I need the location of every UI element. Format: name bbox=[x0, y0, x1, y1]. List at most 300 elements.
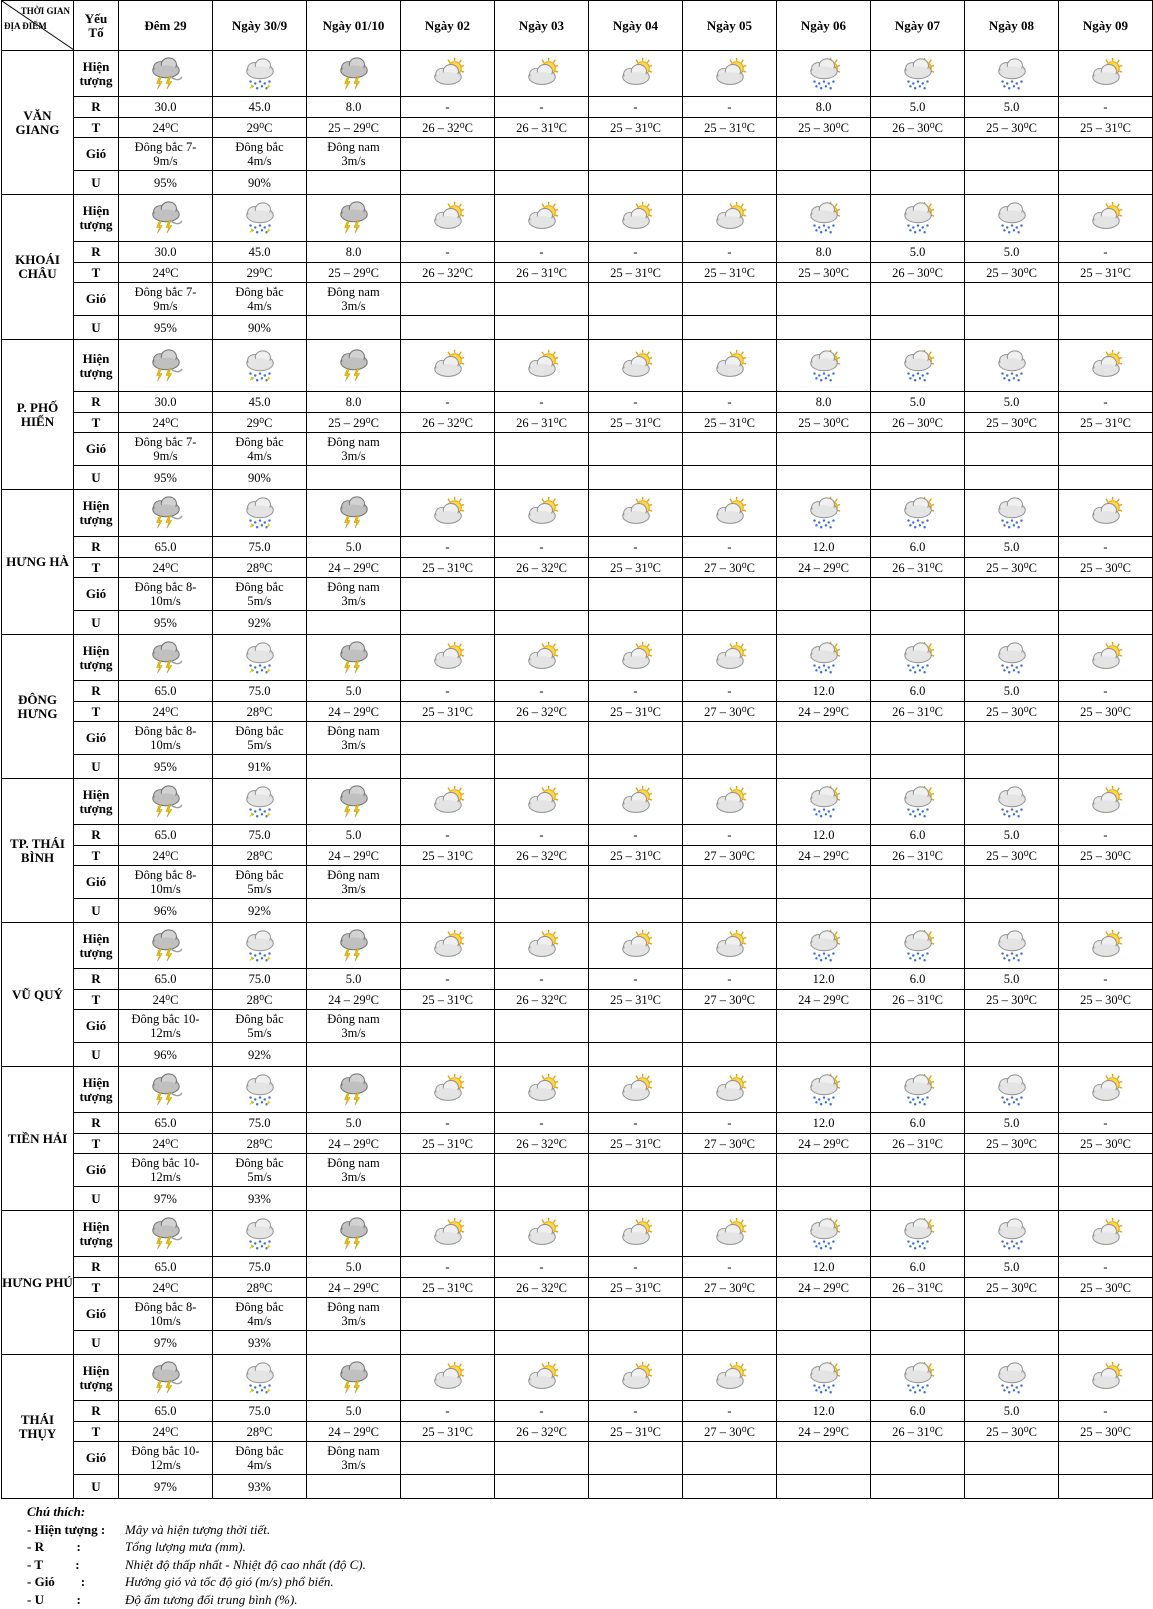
humidity-cell bbox=[965, 899, 1059, 923]
weather-icon-cell bbox=[401, 923, 495, 969]
sun-cloud-icon bbox=[1086, 56, 1126, 92]
humidity-cell bbox=[307, 1475, 401, 1499]
wind-cell bbox=[495, 1010, 589, 1043]
temp-cell: 28⁰C bbox=[213, 1134, 307, 1154]
legend-key: - Gió : bbox=[27, 1574, 86, 1590]
weather-icon-cell bbox=[495, 923, 589, 969]
temp-cell: 28⁰C bbox=[213, 1278, 307, 1298]
wind-cell: Đông bắc 7-9m/s bbox=[119, 283, 213, 316]
sun-rain-icon bbox=[804, 1360, 844, 1396]
wind-cell: Đông nam 3m/s bbox=[307, 1298, 401, 1331]
wind-cell bbox=[965, 866, 1059, 899]
wind-cell bbox=[683, 1154, 777, 1187]
legend bbox=[1, 1499, 1152, 1609]
humidity-cell bbox=[495, 171, 589, 195]
weather-icon-cell bbox=[401, 490, 495, 537]
wind-cell bbox=[1059, 866, 1153, 899]
humidity-cell bbox=[307, 1187, 401, 1211]
sun-cloud-icon bbox=[522, 200, 562, 236]
temp-cell: 25 – 31⁰C bbox=[1059, 118, 1153, 138]
weather-icon-cell bbox=[213, 635, 307, 681]
element-label-wind: Gió bbox=[74, 1442, 119, 1475]
element-label-temp: T bbox=[74, 1422, 119, 1442]
location-temp-row bbox=[2, 1134, 1153, 1154]
temp-cell: 25 – 31⁰C bbox=[1059, 263, 1153, 283]
temp-cell: 26 – 31⁰C bbox=[871, 1278, 965, 1298]
cloud-thunder-icon bbox=[334, 640, 374, 676]
temp-cell: 24 – 29⁰C bbox=[307, 702, 401, 722]
humidity-cell bbox=[683, 899, 777, 923]
location-phenomenon-row bbox=[2, 635, 1153, 681]
weather-icon-cell bbox=[871, 1355, 965, 1401]
corner-header-cell bbox=[2, 1, 74, 51]
rain-cell: - bbox=[495, 681, 589, 702]
humidity-cell bbox=[965, 466, 1059, 490]
location-humidity-row bbox=[2, 755, 1153, 779]
temp-cell: 25 – 31⁰C bbox=[589, 1278, 683, 1298]
location-rain-row bbox=[2, 1257, 1153, 1278]
rain-cell: 65.0 bbox=[119, 969, 213, 990]
wind-cell bbox=[401, 283, 495, 316]
cloud-rain-icon bbox=[992, 1216, 1032, 1252]
wind-cell bbox=[871, 1154, 965, 1187]
wind-cell: Đông nam 3m/s bbox=[307, 283, 401, 316]
weather-icon-cell bbox=[401, 1067, 495, 1113]
sun-rain-icon bbox=[898, 495, 938, 531]
rain-cell: 5.0 bbox=[965, 681, 1059, 702]
rain-cell: - bbox=[401, 537, 495, 558]
wind-cell bbox=[871, 283, 965, 316]
temp-cell: 25 – 30⁰C bbox=[965, 263, 1059, 283]
rain-cell: - bbox=[495, 825, 589, 846]
humidity-cell bbox=[777, 466, 871, 490]
day-header: Ngày 30/9 bbox=[213, 1, 307, 51]
rain-thunder-icon bbox=[240, 348, 280, 384]
rain-cell: - bbox=[589, 825, 683, 846]
location-name: ĐÔNG HƯNG bbox=[2, 635, 74, 779]
temp-cell: 25 – 31⁰C bbox=[401, 846, 495, 866]
weather-icon-cell bbox=[213, 779, 307, 825]
temp-cell: 24⁰C bbox=[119, 263, 213, 283]
sun-cloud-icon bbox=[428, 348, 468, 384]
rain-cell: 5.0 bbox=[965, 242, 1059, 263]
humidity-cell bbox=[777, 316, 871, 340]
rain-cell: - bbox=[401, 1401, 495, 1422]
day-header: Ngày 04 bbox=[589, 1, 683, 51]
temp-cell: 25 – 30⁰C bbox=[1059, 1422, 1153, 1442]
sun-cloud-icon bbox=[428, 784, 468, 820]
sun-rain-icon bbox=[898, 1072, 938, 1108]
temp-cell: 25 – 29⁰C bbox=[307, 118, 401, 138]
rain-cell: - bbox=[495, 242, 589, 263]
cloud-rain-icon bbox=[992, 640, 1032, 676]
forecast-body bbox=[2, 51, 1153, 1499]
location-rain-row bbox=[2, 969, 1153, 990]
rain-cell: 5.0 bbox=[965, 1257, 1059, 1278]
humidity-cell bbox=[871, 755, 965, 779]
location-wind-row bbox=[2, 866, 1153, 899]
location-temp-row bbox=[2, 1422, 1153, 1442]
cloud-thunder-icon bbox=[334, 56, 374, 92]
humidity-cell bbox=[495, 1187, 589, 1211]
humidity-cell bbox=[777, 1187, 871, 1211]
rain-cell: - bbox=[495, 537, 589, 558]
rain-cell: 8.0 bbox=[307, 97, 401, 118]
cloud-thunder-icon bbox=[334, 200, 374, 236]
wind-cell: Đông bắc 4m/s bbox=[213, 138, 307, 171]
humidity-cell bbox=[401, 171, 495, 195]
weather-icon-cell bbox=[307, 635, 401, 681]
temp-cell: 24⁰C bbox=[119, 846, 213, 866]
temp-cell: 28⁰C bbox=[213, 1422, 307, 1442]
rain-cell: - bbox=[589, 681, 683, 702]
temp-cell: 25 – 31⁰C bbox=[683, 118, 777, 138]
location-rain-row bbox=[2, 681, 1153, 702]
rain-cell: 5.0 bbox=[307, 1113, 401, 1134]
temp-cell: 25 – 31⁰C bbox=[589, 1134, 683, 1154]
humidity-cell bbox=[307, 899, 401, 923]
element-label-rain: R bbox=[74, 392, 119, 413]
wind-cell bbox=[401, 1010, 495, 1043]
rain-cell: - bbox=[589, 1257, 683, 1278]
location-temp-row bbox=[2, 1278, 1153, 1298]
rain-cell: 5.0 bbox=[871, 392, 965, 413]
sun-cloud-icon bbox=[1086, 348, 1126, 384]
humidity-cell bbox=[683, 171, 777, 195]
temp-cell: 25 – 31⁰C bbox=[401, 1278, 495, 1298]
sun-cloud-icon bbox=[428, 640, 468, 676]
humidity-cell bbox=[401, 611, 495, 635]
humidity-cell: 95% bbox=[119, 755, 213, 779]
rain-cell: 12.0 bbox=[777, 1113, 871, 1134]
rain-cell: 5.0 bbox=[965, 1113, 1059, 1134]
humidity-cell: 91% bbox=[213, 755, 307, 779]
humidity-cell bbox=[965, 1043, 1059, 1067]
temp-cell: 25 – 30⁰C bbox=[965, 1422, 1059, 1442]
humidity-cell bbox=[683, 1187, 777, 1211]
weather-icon-cell bbox=[307, 779, 401, 825]
location-name: VŨ QUÝ bbox=[2, 923, 74, 1067]
humidity-cell: 97% bbox=[119, 1187, 213, 1211]
wind-cell: Đông bắc 8-10m/s bbox=[119, 866, 213, 899]
humidity-cell bbox=[965, 1331, 1059, 1355]
location-humidity-row bbox=[2, 899, 1153, 923]
location-rain-row bbox=[2, 242, 1153, 263]
weather-icon-cell bbox=[1059, 340, 1153, 392]
rain-thunder-icon bbox=[240, 1360, 280, 1396]
rain-cell: 65.0 bbox=[119, 1113, 213, 1134]
rain-cell: - bbox=[1059, 969, 1153, 990]
wind-cell bbox=[1059, 138, 1153, 171]
humidity-cell: 93% bbox=[213, 1187, 307, 1211]
element-label-humidity: U bbox=[74, 171, 119, 195]
humidity-cell bbox=[495, 466, 589, 490]
rain-cell: 12.0 bbox=[777, 825, 871, 846]
humidity-cell bbox=[307, 611, 401, 635]
wind-cell: Đông bắc 10-12m/s bbox=[119, 1010, 213, 1043]
wind-cell bbox=[683, 138, 777, 171]
humidity-cell: 97% bbox=[119, 1331, 213, 1355]
humidity-cell: 92% bbox=[213, 611, 307, 635]
temp-cell: 24⁰C bbox=[119, 990, 213, 1010]
location-name: THÁI THỤY bbox=[2, 1355, 74, 1499]
humidity-cell bbox=[1059, 316, 1153, 340]
corner-time-label: THỜI GIAN bbox=[20, 6, 70, 16]
humidity-cell bbox=[401, 1043, 495, 1067]
temp-cell: 25 – 30⁰C bbox=[965, 846, 1059, 866]
cloud-thunder-icon bbox=[334, 1072, 374, 1108]
wind-cell bbox=[683, 866, 777, 899]
wind-cell bbox=[1059, 578, 1153, 611]
weather-icon-cell bbox=[401, 195, 495, 242]
location-humidity-row bbox=[2, 316, 1153, 340]
corner-location-label: ĐỊA ĐIỂM bbox=[4, 21, 47, 31]
element-label-rain: R bbox=[74, 681, 119, 702]
wind-cell bbox=[1059, 433, 1153, 466]
thunder-night-icon bbox=[146, 1216, 186, 1252]
temp-cell: 25 – 30⁰C bbox=[965, 1134, 1059, 1154]
sun-cloud-icon bbox=[616, 56, 656, 92]
humidity-cell bbox=[401, 316, 495, 340]
weather-icon-cell bbox=[965, 1355, 1059, 1401]
temp-cell: 26 – 32⁰C bbox=[495, 702, 589, 722]
wind-cell bbox=[495, 283, 589, 316]
rain-thunder-icon bbox=[240, 784, 280, 820]
rain-cell: 5.0 bbox=[307, 1257, 401, 1278]
thunder-night-icon bbox=[146, 200, 186, 236]
wind-cell: Đông bắc 8-10m/s bbox=[119, 578, 213, 611]
location-temp-row bbox=[2, 702, 1153, 722]
element-label-phenomenon: Hiện tượng bbox=[74, 1355, 119, 1401]
humidity-cell bbox=[1059, 1187, 1153, 1211]
wind-cell bbox=[495, 866, 589, 899]
rain-cell: 6.0 bbox=[871, 537, 965, 558]
sun-cloud-icon bbox=[616, 640, 656, 676]
element-label-rain: R bbox=[74, 1257, 119, 1278]
humidity-cell bbox=[589, 755, 683, 779]
rain-cell: 6.0 bbox=[871, 825, 965, 846]
weather-icon-cell bbox=[213, 195, 307, 242]
humidity-cell bbox=[1059, 466, 1153, 490]
element-label-humidity: U bbox=[74, 755, 119, 779]
humidity-cell bbox=[871, 466, 965, 490]
humidity-cell bbox=[1059, 611, 1153, 635]
weather-icon-cell bbox=[119, 923, 213, 969]
humidity-cell bbox=[777, 611, 871, 635]
temp-cell: 24 – 29⁰C bbox=[777, 1278, 871, 1298]
rain-cell: - bbox=[683, 537, 777, 558]
humidity-cell bbox=[401, 1475, 495, 1499]
cloud-thunder-icon bbox=[334, 928, 374, 964]
temp-cell: 24 – 29⁰C bbox=[777, 1422, 871, 1442]
temp-cell: 25 – 30⁰C bbox=[1059, 1278, 1153, 1298]
sun-cloud-icon bbox=[522, 928, 562, 964]
rain-cell: 8.0 bbox=[307, 392, 401, 413]
sun-cloud-icon bbox=[710, 1072, 750, 1108]
sun-cloud-icon bbox=[522, 56, 562, 92]
rain-cell: 30.0 bbox=[119, 97, 213, 118]
rain-cell: 5.0 bbox=[965, 1401, 1059, 1422]
wind-cell bbox=[589, 1010, 683, 1043]
location-name: TIỀN HẢI bbox=[2, 1067, 74, 1211]
wind-cell bbox=[1059, 1154, 1153, 1187]
location-name: TP. THÁI BÌNH bbox=[2, 779, 74, 923]
weather-icon-cell bbox=[965, 51, 1059, 97]
sun-cloud-icon bbox=[616, 928, 656, 964]
day-header: Ngày 07 bbox=[871, 1, 965, 51]
wind-cell: Đông bắc 7-9m/s bbox=[119, 433, 213, 466]
location-humidity-row bbox=[2, 1475, 1153, 1499]
temp-cell: 25 – 30⁰C bbox=[777, 118, 871, 138]
wind-cell bbox=[1059, 1442, 1153, 1475]
temp-cell: 25 – 30⁰C bbox=[965, 990, 1059, 1010]
sun-cloud-icon bbox=[428, 928, 468, 964]
wind-cell bbox=[871, 1442, 965, 1475]
location-phenomenon-row bbox=[2, 1067, 1153, 1113]
element-label-humidity: U bbox=[74, 1043, 119, 1067]
temp-cell: 25 – 31⁰C bbox=[401, 1134, 495, 1154]
sun-cloud-icon bbox=[522, 784, 562, 820]
rain-cell: 65.0 bbox=[119, 825, 213, 846]
weather-icon-cell bbox=[965, 1067, 1059, 1113]
element-label-wind: Gió bbox=[74, 1154, 119, 1187]
weather-icon-cell bbox=[683, 195, 777, 242]
temp-cell: 26 – 30⁰C bbox=[871, 263, 965, 283]
rain-cell: 65.0 bbox=[119, 1257, 213, 1278]
weather-icon-cell bbox=[307, 51, 401, 97]
wind-cell bbox=[683, 1442, 777, 1475]
weather-icon-cell bbox=[777, 923, 871, 969]
temp-cell: 25 – 31⁰C bbox=[589, 118, 683, 138]
weather-icon-cell bbox=[119, 51, 213, 97]
location-name: P. PHỐ HIẾN bbox=[2, 340, 74, 490]
temp-cell: 28⁰C bbox=[213, 558, 307, 578]
temp-cell: 26 – 32⁰C bbox=[495, 1134, 589, 1154]
legend-key: - Hiện tượng : bbox=[27, 1521, 106, 1537]
element-label-temp: T bbox=[74, 118, 119, 138]
cloud-rain-icon bbox=[992, 784, 1032, 820]
temp-cell: 24 – 29⁰C bbox=[307, 846, 401, 866]
weather-icon-cell bbox=[589, 1355, 683, 1401]
humidity-cell bbox=[495, 1475, 589, 1499]
sun-cloud-icon bbox=[522, 495, 562, 531]
weather-icon-cell bbox=[213, 1355, 307, 1401]
rain-cell: - bbox=[683, 242, 777, 263]
weather-icon-cell bbox=[871, 340, 965, 392]
temp-cell: 26 – 32⁰C bbox=[495, 1422, 589, 1442]
weather-icon-cell bbox=[495, 195, 589, 242]
sun-cloud-icon bbox=[710, 348, 750, 384]
weather-icon-cell bbox=[495, 1211, 589, 1257]
humidity-cell bbox=[589, 899, 683, 923]
weather-icon-cell bbox=[213, 1211, 307, 1257]
weather-icon-cell bbox=[495, 340, 589, 392]
wind-cell: Đông nam 3m/s bbox=[307, 1442, 401, 1475]
temp-cell: 24⁰C bbox=[119, 1134, 213, 1154]
sun-cloud-icon bbox=[428, 1216, 468, 1252]
legend-item bbox=[27, 1573, 1152, 1591]
rain-cell: 5.0 bbox=[307, 537, 401, 558]
temp-cell: 25 – 31⁰C bbox=[589, 990, 683, 1010]
sun-cloud-icon bbox=[1086, 200, 1126, 236]
temp-cell: 25 – 29⁰C bbox=[307, 263, 401, 283]
humidity-cell bbox=[965, 611, 1059, 635]
header-row bbox=[2, 1, 1153, 51]
sun-cloud-icon bbox=[616, 348, 656, 384]
rain-cell: - bbox=[589, 969, 683, 990]
wind-cell bbox=[965, 1154, 1059, 1187]
legend-item bbox=[27, 1538, 1152, 1556]
weather-icon-cell bbox=[777, 1355, 871, 1401]
element-label-rain: R bbox=[74, 1113, 119, 1134]
element-label-phenomenon: Hiện tượng bbox=[74, 340, 119, 392]
temp-cell: 25 – 30⁰C bbox=[1059, 990, 1153, 1010]
weather-icon-cell bbox=[683, 490, 777, 537]
sun-rain-icon bbox=[804, 56, 844, 92]
humidity-cell bbox=[1059, 755, 1153, 779]
element-label-temp: T bbox=[74, 990, 119, 1010]
humidity-cell bbox=[777, 899, 871, 923]
weather-icon-cell bbox=[119, 635, 213, 681]
temp-cell: 24 – 29⁰C bbox=[777, 846, 871, 866]
thunder-night-icon bbox=[146, 56, 186, 92]
element-label-humidity: U bbox=[74, 466, 119, 490]
rain-thunder-icon bbox=[240, 640, 280, 676]
element-label-humidity: U bbox=[74, 1331, 119, 1355]
element-label-wind: Gió bbox=[74, 866, 119, 899]
sun-rain-icon bbox=[804, 640, 844, 676]
weather-icon-cell bbox=[965, 779, 1059, 825]
weather-icon-cell bbox=[401, 1211, 495, 1257]
wind-cell bbox=[777, 866, 871, 899]
weather-icon-cell bbox=[401, 779, 495, 825]
element-label-wind: Gió bbox=[74, 433, 119, 466]
rain-cell: 6.0 bbox=[871, 1401, 965, 1422]
location-humidity-row bbox=[2, 171, 1153, 195]
rain-cell: - bbox=[401, 681, 495, 702]
element-label-phenomenon: Hiện tượng bbox=[74, 51, 119, 97]
temp-cell: 29⁰C bbox=[213, 263, 307, 283]
sun-cloud-icon bbox=[616, 200, 656, 236]
humidity-cell bbox=[589, 466, 683, 490]
sun-cloud-icon bbox=[1086, 1360, 1126, 1396]
element-label-temp: T bbox=[74, 702, 119, 722]
weather-icon-cell bbox=[495, 490, 589, 537]
weather-icon-cell bbox=[871, 779, 965, 825]
rain-cell: - bbox=[589, 1113, 683, 1134]
weather-icon-cell bbox=[777, 635, 871, 681]
sun-cloud-icon bbox=[616, 1360, 656, 1396]
wind-cell bbox=[777, 1298, 871, 1331]
sun-rain-icon bbox=[898, 640, 938, 676]
legend-desc: Nhiệt độ thấp nhất - Nhiệt độ cao nhất (độ C). bbox=[125, 1556, 366, 1572]
location-phenomenon-row bbox=[2, 923, 1153, 969]
rain-cell: - bbox=[1059, 681, 1153, 702]
legend-item bbox=[27, 1556, 1152, 1574]
humidity-cell bbox=[965, 1187, 1059, 1211]
legend-key: - T : bbox=[27, 1556, 80, 1572]
rain-cell: - bbox=[1059, 97, 1153, 118]
temp-cell: 25 – 30⁰C bbox=[777, 263, 871, 283]
wind-cell bbox=[965, 1010, 1059, 1043]
temp-cell: 26 – 32⁰C bbox=[401, 263, 495, 283]
location-wind-row bbox=[2, 1154, 1153, 1187]
location-temp-row bbox=[2, 558, 1153, 578]
rain-cell: - bbox=[1059, 537, 1153, 558]
legend-key: - R : bbox=[27, 1539, 81, 1555]
rain-cell: 65.0 bbox=[119, 681, 213, 702]
rain-cell: 6.0 bbox=[871, 969, 965, 990]
